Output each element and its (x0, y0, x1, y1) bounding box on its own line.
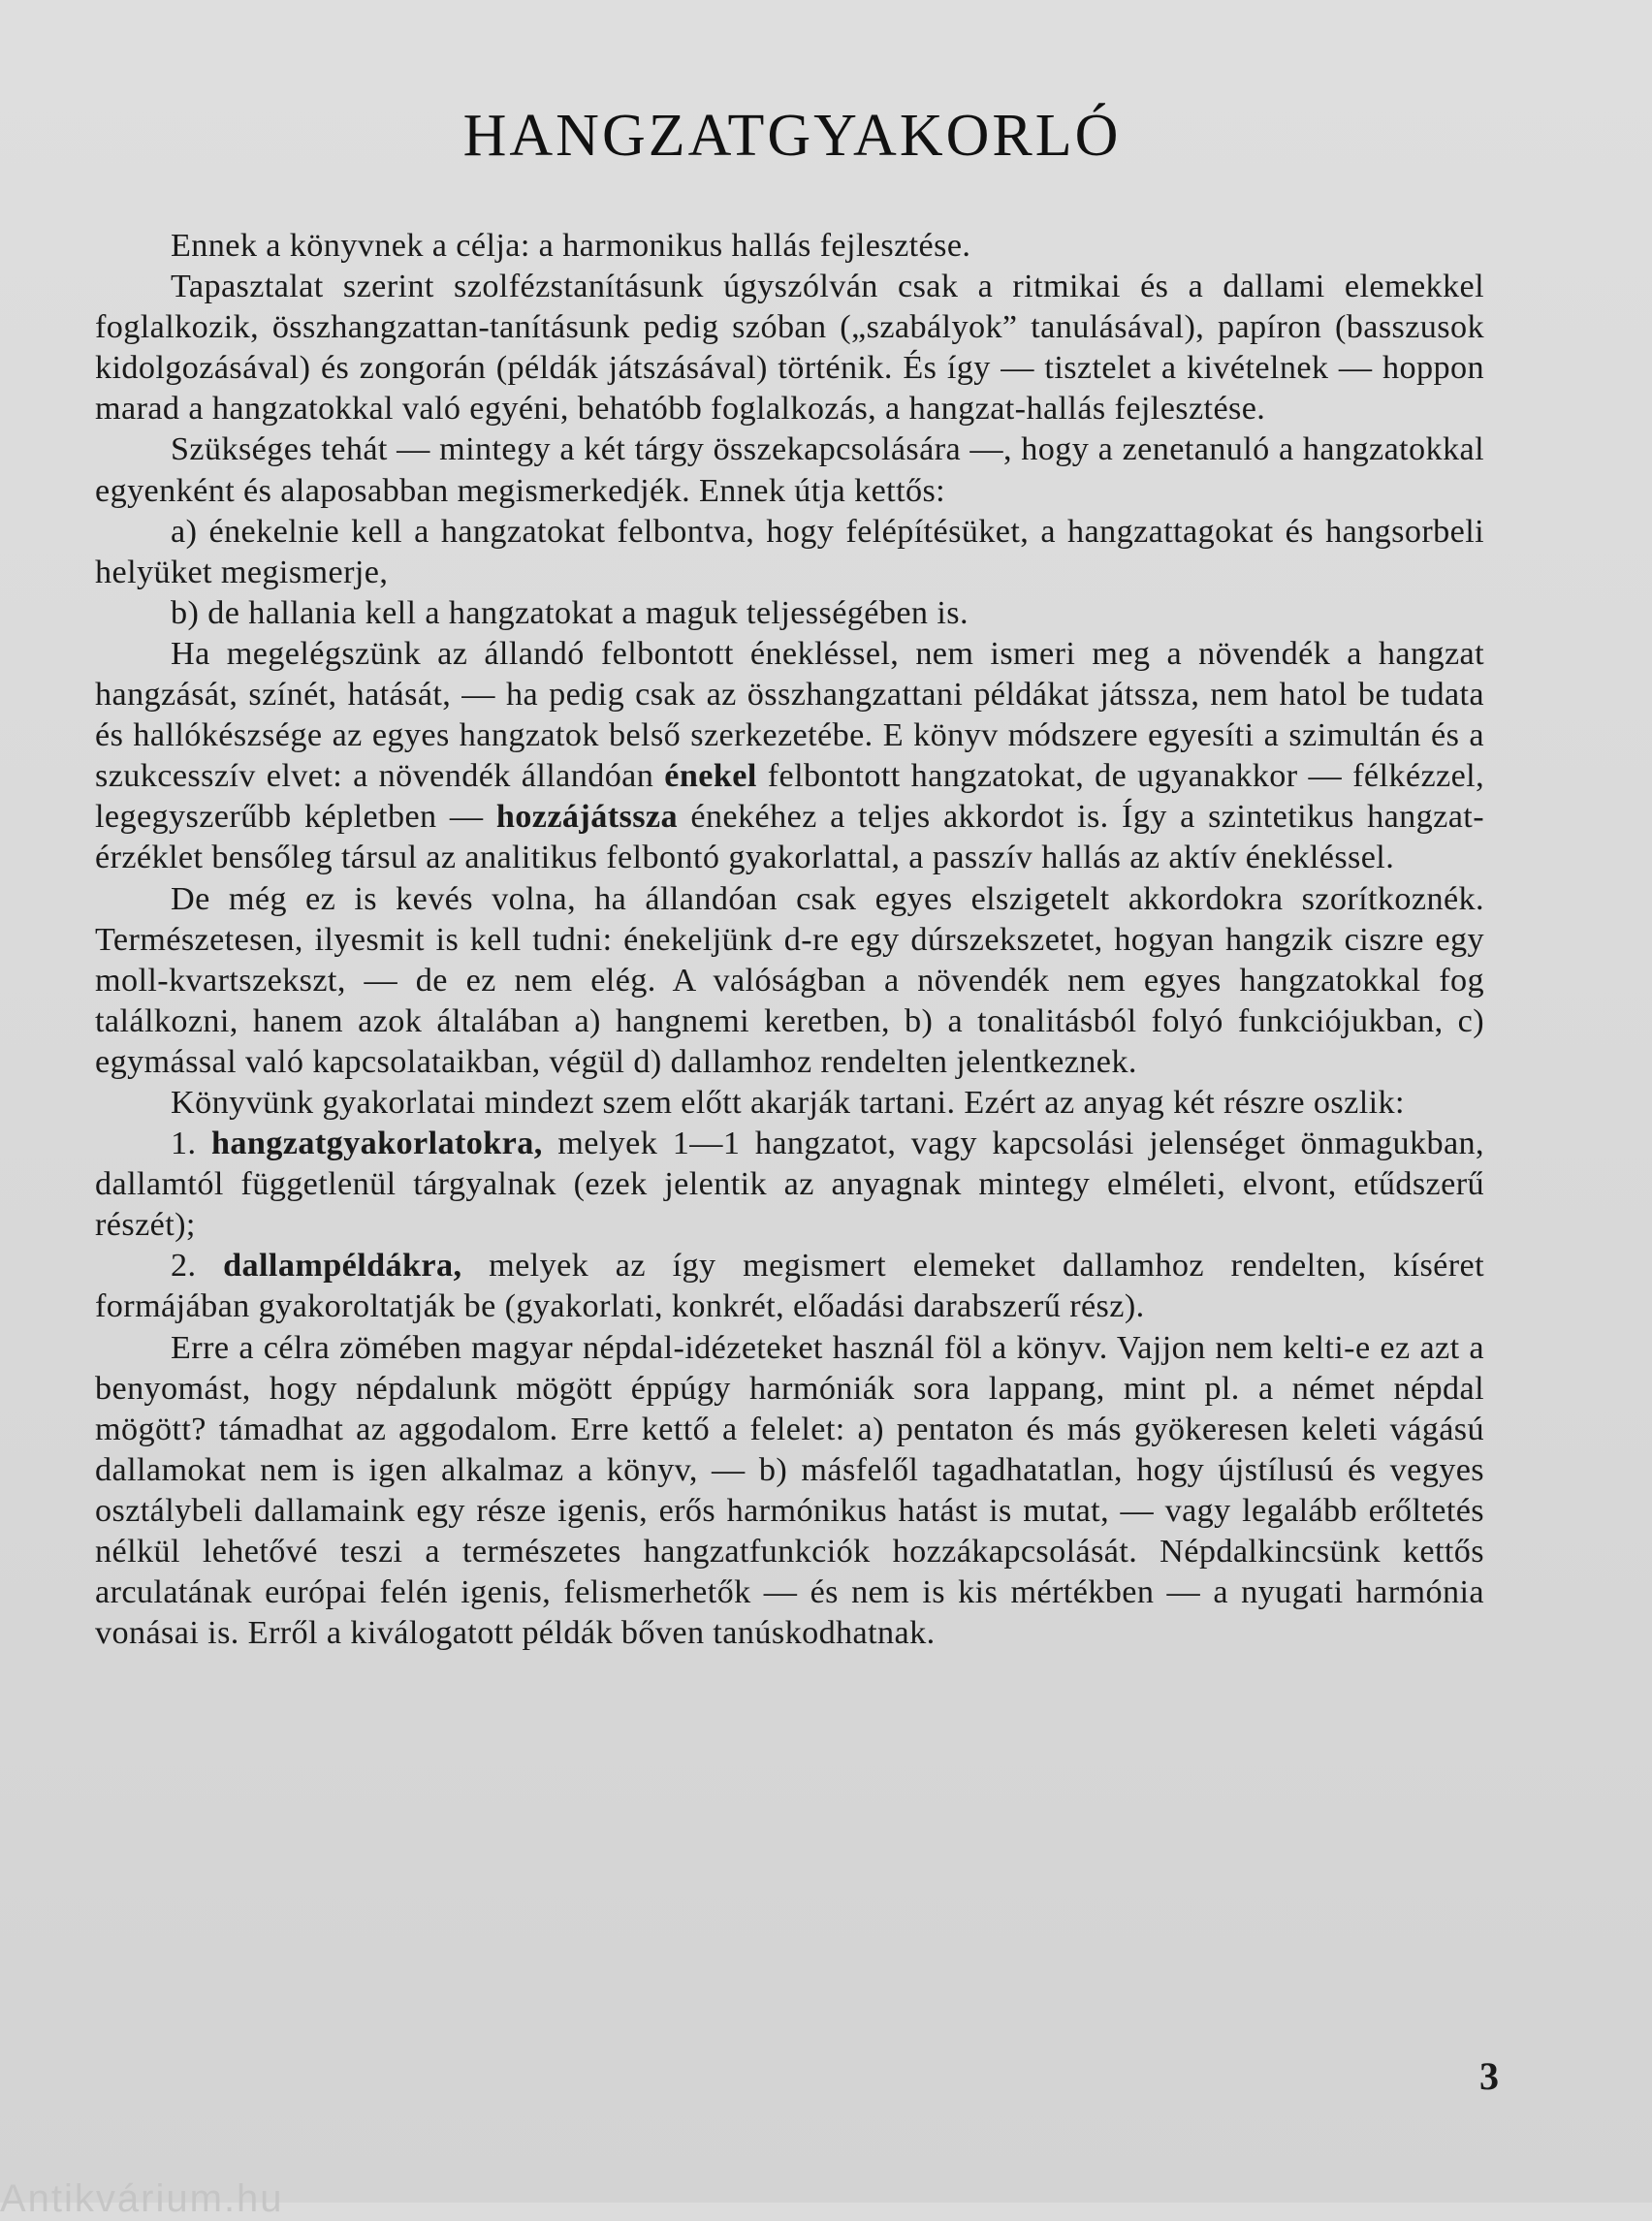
method-text-a: Ha megelégszünk az állandó felbontott énekléssel, nem ismeri meg a növendék a hangzat hangzását, színét, hatását, — ha pedig csak az összhangzattani példákat játssza, nem hatol be tudata és hallókészsége az egyes hangzatok belső szerkezetébe. E könyv módszere egyesíti a szimultán és a szukcesszív elvet: a növendék állandóan (95, 635, 1484, 795)
body-text (95, 226, 1484, 1654)
paragraph-folk-songs: Erre a célra zömében magyar népdal-idézeteket használ föl a könyv. Vajjon nem kelti-e ez azt a benyomást, hogy népdalunk mögött éppúgy harmóniák sora lappang, mint pl. a német népdal mögött? támadhat az aggodalom. Erre kettő a felelet: a) pentaton és más gyökeresen keleti vágású dallamokat nem is igen alkalmaz a könyv, — b) másfelől tagadhatatlan, hogy újstílusú és vegyes osztálybeli dallamaink egy része igenis, erős harmónikus hatást is mutat, — vagy legalább erőltetés nélkül lehetővé teszi a természetes hangzatfunkciók hozzákapcsolását. Népdalkincsünk kettős arculatának európai felén igenis, felismerhetők — és nem is kis mértékben — a nyugati harmónia vonásai is. Erről a kiválogatott példák bőven tanúskodhatnak. (95, 1329, 1484, 1652)
list-item-2-number: 2. (171, 1248, 197, 1285)
list-item-2-bold: dallampéldákra, (223, 1248, 462, 1285)
paragraph-experience: Tapasztalat szerint szolfézstanításunk úgyszólván csak a ritmikai és a dallami elemekkel foglalkozik, összhangzattan-tanításunk pedig szóban („szabályok” tanulásával), papíron (basszusok kidolgozásával) és zongorán (példák játszásával) történik. És így — tisztelet a kivételnek — hoppon marad a hangzatokkal való egyéni, behatóbb foglalkozás, a hangzat-hallás fejlesztése. (95, 269, 1484, 428)
paragraph-point-b: b) de hallania kell a hangzatokat a maguk teljességében is. (171, 594, 969, 631)
paragraph-point-a: a) énekelnie kell a hangzatokat felbontva, hogy felépítésüket, a hangzattagokat és hangsorbeli helyüket megismerje, (95, 513, 1484, 590)
paragraph-method (95, 634, 1484, 879)
page-number: 3 (1479, 2054, 1499, 2098)
list-item-1-number: 1. (171, 1126, 197, 1162)
method-text-b: felbontott hangzatokat, de ugyanakkor — félkézzel, legegyszerűbb képletben — (95, 758, 1485, 836)
watermark: Antikvárium.hu (0, 2177, 284, 2220)
list-item-2-text: melyek az így megismert elemeket dallamhoz rendelten, kíséret formájában gyakoroltatják be (gyakorlati, konkrét, előadási darabszerű rész). (95, 1248, 1484, 1325)
method-bold-play: hozzájátssza (495, 799, 678, 836)
paragraph-two-parts: Könyvünk gyakorlatai mindezt szem előtt akarják tartani. Ezért az anyag két részre oszlik: (171, 1084, 1405, 1121)
method-bold-sing: énekel (664, 758, 757, 795)
paragraph-intro: Ennek a könyvnek a célja: a harmonikus hallás fejlesztése. (171, 228, 971, 264)
list-item-1-bold: hangzatgyakorlatokra, (210, 1126, 543, 1162)
paragraph-necessity: Szükséges tehát — mintegy a két tárgy összekapcsolására —, hogy a zenetanuló a hangzatokkal egyenként és alaposabban megismerkedjék. Ennek útja kettős: (95, 431, 1484, 509)
list-item-1 (95, 1124, 1484, 1246)
paragraph-isolated-chords: De még ez is kevés volna, ha állandóan csak egyes elszigetelt akkordokra szorítkoznék. Természetesen, ilyesmit is kell tudni: énekeljünk d-re egy dúrszekszetet, hogyan hangzik ciszre egy moll-kvartszekszt, — de ez nem elég. A valóságban a növendék nem egyes hangzatokkal fog találkozni, hanem azok általában a) hangnemi keretben, b) a tonalitásból folyó funkciójukban, c) egymással való kapcsolataikban, végül d) dallamhoz rendelten jelentkeznek. (95, 880, 1484, 1080)
method-text-c: énekéhez a teljes akkordot is. Így a szintetikus hangzat-érzéklet bensőleg társul az analitikus felbontó gyakorlattal, a passzív hallás az aktív énekléssel. (95, 799, 1484, 876)
list-item-2 (95, 1246, 1484, 1327)
page-title: HANGZATGYAKORLÓ (462, 103, 1122, 169)
list-item-1-text: melyek 1—1 hangzatot, vagy kapcsolási jelenséget önmagukban, dallamtól függetlenül tárgyalnak (ezek jelentik az anyagnak mintegy elméleti, elvont, etűdszerű részét); (95, 1126, 1484, 1244)
